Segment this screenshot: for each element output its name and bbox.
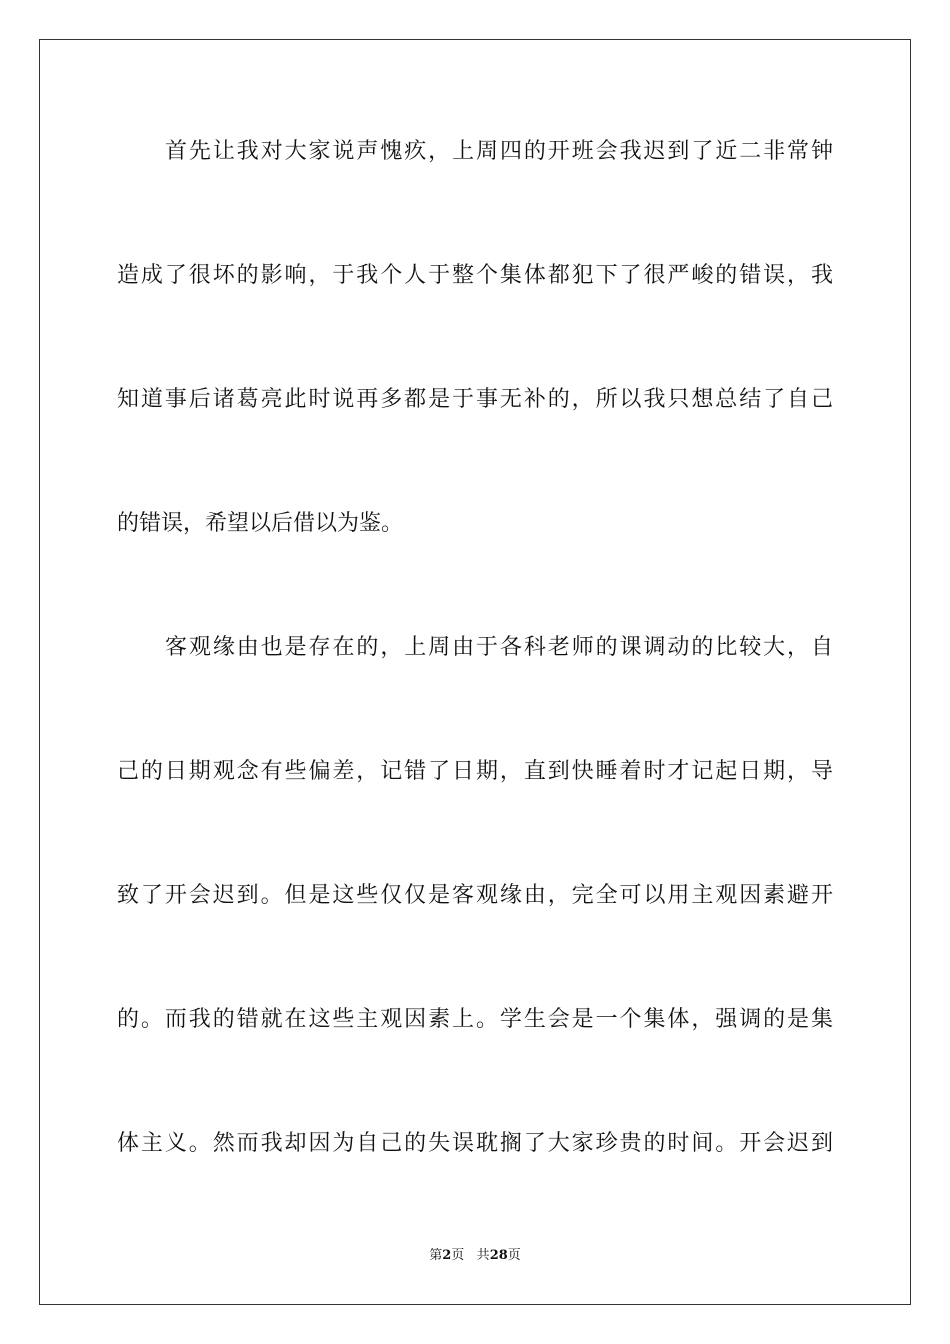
paragraph-1-line-2: 造成了很坏的影响，于我个人于整个集体都犯下了很严峻的错误，我 [117, 263, 833, 288]
paragraph-2-line-4: 的。而我的错就在这些主观因素上。学生会是一个集体，强调的是集 [117, 1007, 833, 1032]
paragraph-2-line-2: 己的日期观念有些偏差，记错了日期，直到快睡着时才记起日期，导 [117, 759, 833, 784]
paragraph-1-line-3: 知道事后诸葛亮此时说再多都是于事无补的，所以我只想总结了自己 [117, 387, 833, 412]
paragraph-1-line-4: 的错误，希望以后借以为鉴。 [117, 511, 404, 536]
paragraph-2-line-5: 体主义。然而我却因为自己的失误耽搁了大家珍贵的时间。开会迟到 [117, 1131, 833, 1156]
page-prefix: 第 [429, 1248, 443, 1263]
page-footer [0, 1248, 950, 1264]
paragraph-2-line-1: 客观缘由也是存在的，上周由于各科老师的课调动的比较大，自 [165, 635, 833, 660]
total-suffix: 页 [507, 1248, 521, 1263]
paragraph-1-line-1: 首先让我对大家说声愧疚，上周四的开班会我迟到了近二非常钟 [165, 139, 833, 164]
page-number: 2 [442, 1248, 452, 1263]
total-pages: 28 [489, 1248, 508, 1263]
page-suffix: 页 [451, 1248, 465, 1263]
total-prefix: 共 [476, 1248, 490, 1263]
page-border [39, 39, 911, 1305]
paragraph-2-line-3: 致了开会迟到。但是这些仅仅是客观缘由，完全可以用主观因素避开 [117, 883, 833, 908]
